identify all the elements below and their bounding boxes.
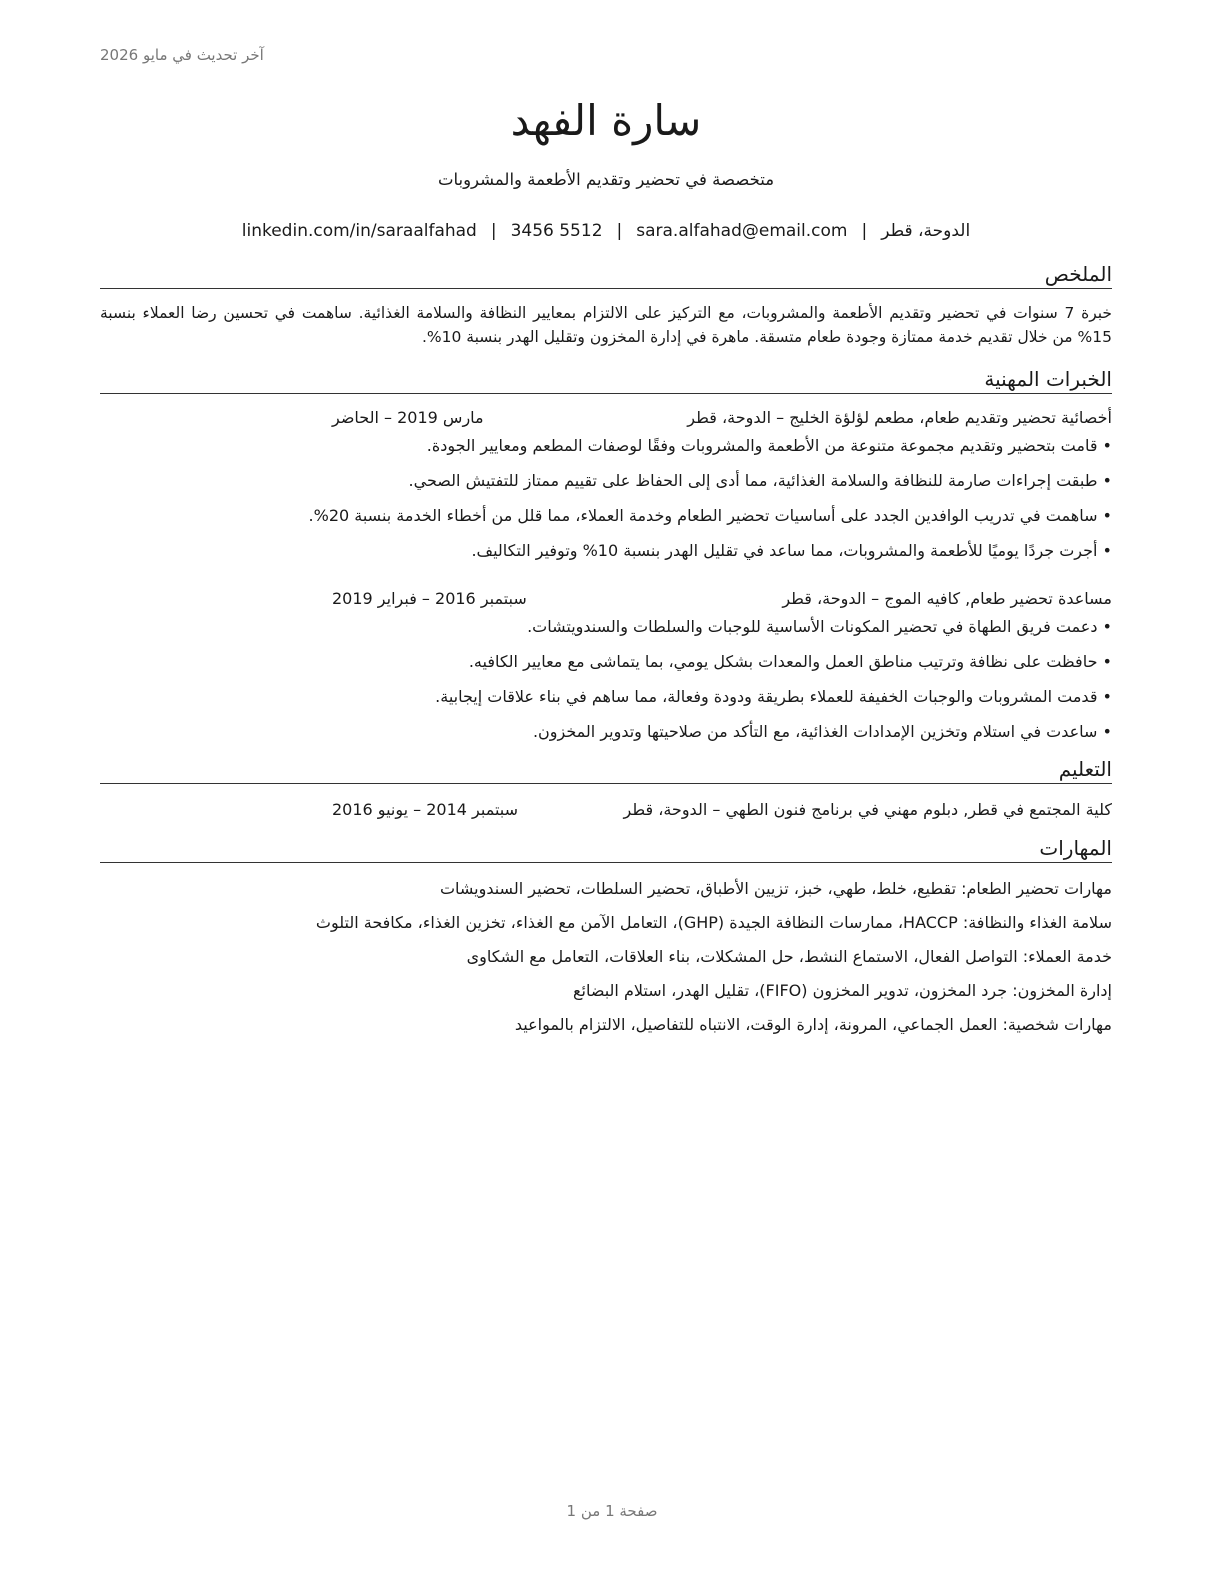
education-title: كلية المجتمع في قطر, دبلوم مهني في برنامج فنون الطهي – الدوحة، قطر	[623, 800, 1112, 819]
section-title-summary: الملخص	[100, 260, 1112, 289]
skills-list	[100, 877, 1112, 1037]
education-entry	[100, 798, 1112, 822]
job-title: مساعدة تحضير طعام, كافيه الموج – الدوحة، قطر	[782, 589, 1112, 608]
last-updated: آخر تحديث في مايو 2026	[100, 46, 264, 64]
list-item: • حافظت على نظافة وترتيب مناطق العمل والمعدات بشكل يومي، بما يتماشى مع معايير الكافيه.	[100, 650, 1112, 674]
list-item: • ساعدت في استلام وتخزين الإمدادات الغذائية، مع التأكد من صلاحيتها وتدوير المخزون.	[100, 720, 1112, 744]
skill-row: سلامة الغذاء والنظافة: HACCP، ممارسات النظافة الجيدة (GHP)، التعامل الآمن مع الغذاء، تخزين الغذاء، مكافحة التلوث	[315, 913, 1112, 932]
section-title-experience: الخبرات المهنية	[100, 365, 1112, 394]
resume-page	[100, 90, 1112, 1047]
job-dates: مارس 2019 – الحاضر	[332, 408, 484, 427]
contact-email[interactable]: sara.alfahad@email.com	[636, 221, 848, 241]
summary-text: خبرة 7 سنوات في تحضير وتقديم الأطعمة والمشروبات، مع التركيز على الالتزام بمعايير النظافة والسلامة الغذائية. ساهمت في تحسين رضا العملاء بنسبة 15% من خلال تقديم خدمة ممتازة وجودة طعام متسقة. ماهرة في إدارة المخزون وتقليل الهدر بنسبة 10%.	[100, 304, 1112, 346]
education-section	[100, 755, 1112, 822]
job-subtitle: متخصصة في تحضير وتقديم الأطعمة والمشروبات	[437, 170, 775, 189]
list-item: • قدمت المشروبات والوجبات الخفيفة للعملاء بطريقة ودودة وفعالة، مما ساهم في بناء علاقات إيجابية.	[100, 685, 1112, 709]
list-item: • قامت بتحضير وتقديم مجموعة متنوعة من الأطعمة والمشروبات وفقًا لوصفات المطعم ومعايير الجودة.	[100, 434, 1112, 458]
skill-row: مهارات شخصية: العمل الجماعي، المرونة، إدارة الوقت، الانتباه للتفاصيل، الالتزام بالمواعيد	[514, 1015, 1112, 1034]
skills-section	[100, 834, 1112, 1037]
list-item: • دعمت فريق الطهاة في تحضير المكونات الأساسية للوجبات والسلطات والسندويتشات.	[100, 615, 1112, 639]
job-header	[100, 587, 1112, 611]
contact-line	[100, 218, 1112, 244]
list-item: • أجرت جردًا يوميًا للأطعمة والمشروبات، مما ساعد في تقليل الهدر بنسبة 10% وتوفير التكاليف.	[100, 539, 1112, 563]
education-dates: سبتمبر 2014 – يونيو 2016	[332, 800, 519, 819]
experience-section	[100, 365, 1112, 744]
job-bullets	[100, 434, 1112, 563]
contact-separator: |	[616, 221, 623, 241]
job-title: أخصائية تحضير وتقديم طعام، مطعم لؤلؤة الخليج – الدوحة، قطر	[687, 408, 1112, 427]
summary-section	[100, 260, 1112, 349]
list-item: • ساهمت في تدريب الوافدين الجدد على أساسيات تحضير الطعام وخدمة العملاء، مما قلل من أخطاء الخدمة بنسبة 20%.	[100, 504, 1112, 528]
skill-row: خدمة العملاء: التواصل الفعال، الاستماع النشط، حل المشكلات، بناء العلاقات، التعامل مع الشكاوى	[466, 947, 1112, 966]
job-header	[100, 406, 1112, 430]
skill-row: إدارة المخزون: جرد المخزون، تدوير المخزون (FIFO)، تقليل الهدر، استلام البضائع	[573, 981, 1112, 1000]
contact-separator: |	[490, 221, 497, 241]
contact-location: الدوحة، قطر	[881, 221, 971, 241]
job-entry	[100, 406, 1112, 563]
section-title-education: التعليم	[100, 755, 1112, 784]
skill-row: مهارات تحضير الطعام: تقطيع، خلط، طهي، خبز، تزيين الأطباق، تحضير السلطات، تحضير السندويشات	[439, 879, 1112, 898]
job-dates: سبتمبر 2016 – فبراير 2019	[332, 589, 527, 608]
job-entry	[100, 587, 1112, 744]
person-name: سارة الفهد	[510, 96, 702, 145]
contact-phone: 3456 5512	[510, 221, 603, 241]
page-number: صفحة 1 من 1	[566, 1502, 658, 1520]
contact-separator: |	[861, 221, 868, 241]
section-title-skills: المهارات	[100, 834, 1112, 863]
job-bullets	[100, 615, 1112, 744]
contact-linkedin[interactable]: linkedin.com/in/saraalfahad	[241, 221, 477, 241]
list-item: • طبقت إجراءات صارمة للنظافة والسلامة الغذائية، مما أدى إلى الحفاظ على تقييم ممتاز للتفتيش الصحي.	[100, 469, 1112, 493]
